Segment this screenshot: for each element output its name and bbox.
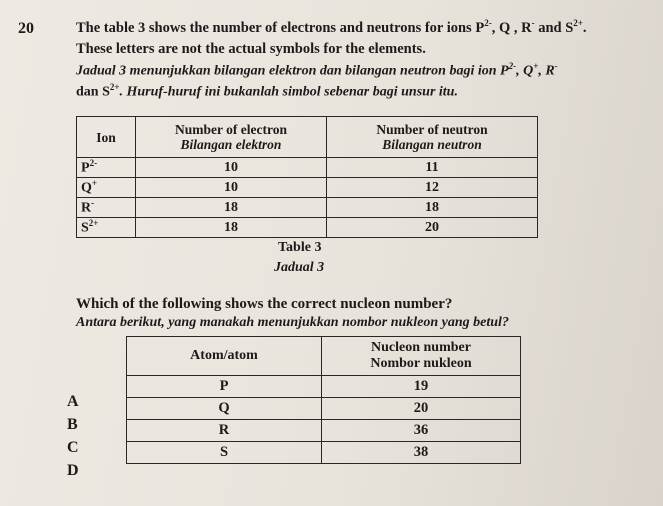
electron-cell: 18 — [136, 198, 327, 218]
atom-cell: Q — [127, 398, 322, 420]
s-charge: 2+ — [573, 18, 583, 28]
table-row — [127, 398, 521, 420]
header-atom: Atom/atom — [127, 337, 322, 376]
table-row — [127, 376, 521, 398]
header-neutron-en: Number of neutron — [376, 122, 488, 137]
atom-cell: R — [127, 420, 322, 442]
line4-text-b: . Huruf-huruf ini bukanlah simbol sebenar bagi unsur itu. — [119, 84, 458, 100]
ion-symbol: P — [81, 160, 90, 176]
table-3 — [76, 116, 538, 238]
question-line-4 — [76, 82, 458, 101]
nucleon-cell: 36 — [322, 420, 521, 442]
table-3-caption-ms: Jadual 3 — [274, 260, 325, 275]
electron-cell: 10 — [136, 178, 327, 198]
line1-text: The table 3 shows the number of electrons and neutrons for ions P — [76, 19, 485, 36]
s-charge-ms: 2+ — [109, 82, 120, 92]
ion-cell — [77, 198, 136, 218]
prompt-en: Which of the following shows the correct nucleon number? — [76, 296, 453, 312]
line3-text: Jadual 3 menunjukkan bilangan elektron dan bilangan neutron bagi ion P — [76, 63, 509, 79]
prompt-ms: Antara berikut, yang manakah menunjukkan nombor nukleon yang betul? — [76, 315, 509, 330]
r-charge-ms: - — [554, 61, 558, 71]
ion-cell — [77, 218, 136, 238]
ion-charge: 2- — [89, 158, 98, 169]
neutron-cell: 20 — [327, 218, 538, 238]
line4-text-a: dan S — [76, 84, 110, 100]
table-row — [77, 218, 538, 238]
header-electron-en: Number of electron — [175, 122, 287, 137]
header-electron — [136, 117, 327, 158]
ion-charge: - — [91, 198, 95, 209]
electron-cell: 10 — [136, 158, 327, 178]
neutron-cell: 12 — [327, 178, 538, 198]
header-neutron — [327, 117, 538, 158]
ion-symbol: S — [81, 220, 89, 236]
ion-charge: + — [91, 178, 98, 189]
nucleon-cell: 20 — [322, 398, 521, 420]
p-charge-ms: 2- — [508, 61, 517, 71]
header-neutron-ms: Bilangan neutron — [382, 137, 482, 152]
ion-symbol: Q — [81, 180, 92, 196]
q-charge-ms: + — [533, 61, 539, 71]
question-line-3 — [76, 61, 558, 80]
table-row — [77, 178, 538, 198]
option-a-label[interactable]: A — [67, 393, 79, 410]
r-charge: - — [531, 18, 535, 28]
options-table — [126, 336, 521, 464]
line1-text-b: , Q , R — [491, 19, 532, 36]
table-row — [77, 158, 538, 178]
header-nucleon-ms: Nombor nukleon — [370, 356, 472, 371]
ion-cell — [77, 178, 136, 198]
line1-text-c: and S — [534, 19, 574, 36]
question-number: 20 — [18, 20, 34, 37]
option-c-label[interactable]: C — [67, 439, 79, 456]
atom-cell: S — [127, 442, 322, 464]
option-b-label[interactable]: B — [67, 416, 78, 433]
neutron-cell: 18 — [327, 198, 538, 218]
nucleon-cell: 38 — [322, 442, 521, 464]
line3-text-b: , Q — [516, 63, 534, 79]
option-d-label[interactable]: D — [67, 462, 79, 479]
header-nucleon — [322, 337, 521, 376]
table-row — [127, 442, 521, 464]
table-3-caption: Table 3 — [278, 240, 322, 255]
nucleon-cell: 19 — [322, 376, 521, 398]
header-nucleon-en: Nucleon number — [371, 340, 471, 355]
ion-charge: 2+ — [88, 218, 99, 229]
line3-text-c: , R — [538, 63, 555, 79]
ion-cell — [77, 158, 136, 178]
question-line-2: These letters are not the actual symbols for the elements. — [76, 41, 426, 57]
atom-cell: P — [127, 376, 322, 398]
neutron-cell: 11 — [327, 158, 538, 178]
line1-end: . — [582, 19, 587, 36]
question-line-1 — [76, 18, 587, 37]
header-ion: Ion — [77, 117, 136, 158]
electron-cell: 18 — [136, 218, 327, 238]
ion-symbol: R — [81, 200, 92, 216]
p-charge: 2- — [484, 18, 492, 28]
table-row — [127, 420, 521, 442]
table-row — [77, 198, 538, 218]
header-electron-ms: Bilangan elektron — [180, 137, 282, 152]
